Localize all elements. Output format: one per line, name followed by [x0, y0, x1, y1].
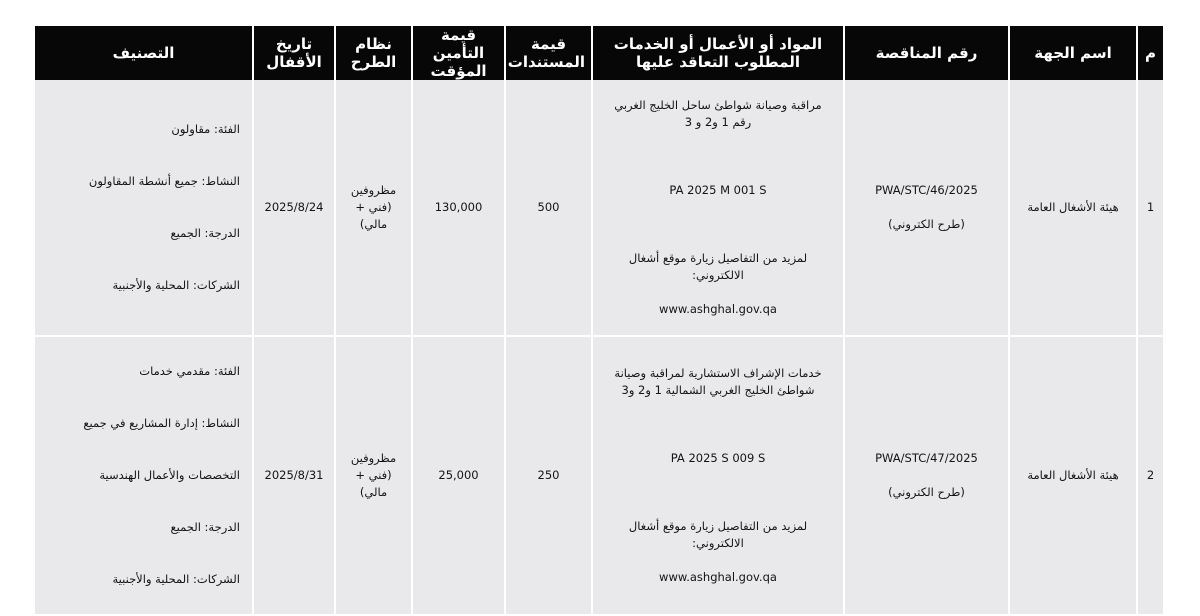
header-classification: التصنيف — [35, 26, 252, 80]
header-entity: اسم الجهة — [1010, 26, 1136, 80]
row-bond-value: 25,000 — [413, 337, 504, 616]
tender-note: (طرح الكتروني) — [888, 217, 965, 231]
row-classification — [35, 337, 252, 616]
row-closing-date — [254, 80, 334, 337]
classification-category: الفئة: مقاولون — [171, 122, 240, 136]
row-tender-number — [845, 80, 1008, 337]
row-description — [593, 80, 843, 337]
row-bid-system: مظروفين (فني + مالي) — [336, 337, 411, 616]
closing-date: 2025/8/31 — [264, 468, 324, 482]
tender-note: (طرح الكتروني) — [888, 485, 965, 499]
table-row — [35, 337, 1163, 616]
row-doc-value: 500 — [506, 80, 591, 337]
row-bid-system: مظروفين (فني + مالي) — [336, 80, 411, 337]
row-bond-value: 130,000 — [413, 80, 504, 337]
classification-companies: الشركات: المحلية والأجنبية — [112, 278, 240, 292]
tender-code: PA 2025 M 001 S — [669, 183, 767, 197]
more-info-text: لمزيد من التفاصيل زيارة موقع أشغال الالكتروني: — [628, 251, 808, 282]
table-row — [35, 80, 1163, 337]
header-tender-number: رقم المناقصة — [845, 26, 1008, 80]
description-text: مراقبة وصيانة شواطئ ساحل الخليج الغربي رقم 1 و2 و 3 — [614, 98, 822, 129]
classification-activity-cont: التخصصات والأعمال الهندسية — [99, 468, 240, 482]
header-bond-value: قيمة التأمين المؤقت — [413, 26, 504, 80]
header-doc-value: قيمة المستندات — [506, 26, 591, 80]
closing-date: 2025/8/24 — [264, 200, 324, 214]
row-doc-value: 250 — [506, 337, 591, 616]
row-tender-number — [845, 337, 1008, 616]
classification-companies: الشركات: المحلية والأجنبية — [112, 572, 240, 586]
tenders-table — [33, 26, 1165, 616]
tender-code: PA 2025 S 009 S — [670, 451, 766, 465]
tender-number: PWA/STC/47/2025 — [875, 451, 978, 465]
header-bid-system: نظام الطرح — [336, 26, 411, 80]
website-link[interactable]: www.ashghal.gov.qa — [659, 302, 777, 316]
classification-activity: النشاط: جميع أنشطة المقاولون — [88, 174, 240, 188]
more-info-text: لمزيد من التفاصيل زيارة موقع أشغال الالكتروني: — [628, 519, 808, 550]
row-classification — [35, 80, 252, 337]
classification-activity: النشاط: إدارة المشاريع في جميع — [83, 416, 240, 430]
header-closing-date: تاريخ الأقفال — [254, 26, 334, 80]
classification-category: الفئة: مقدمي خدمات — [139, 364, 240, 378]
row-description — [593, 337, 843, 616]
row-index: 1 — [1138, 80, 1163, 337]
header-materials: المواد أو الأعمال أو الخدمات المطلوب التعاقد عليها — [593, 26, 843, 80]
website-link[interactable]: www.ashghal.gov.qa — [659, 570, 777, 584]
row-closing-date — [254, 337, 334, 616]
row-index: 2 — [1138, 337, 1163, 616]
row-entity: هيئة الأشغال العامة — [1010, 337, 1136, 616]
header-index: م — [1138, 26, 1163, 80]
classification-grade: الدرجة: الجميع — [170, 226, 240, 240]
description-text: خدمات الإشراف الاستشارية لمراقبة وصيانة شواطئ الخليج الغربي الشمالية 1 و2 و3 — [614, 366, 822, 397]
header-row — [35, 26, 1163, 80]
row-entity: هيئة الأشغال العامة — [1010, 80, 1136, 337]
classification-grade: الدرجة: الجميع — [170, 520, 240, 534]
tender-number: PWA/STC/46/2025 — [875, 183, 978, 197]
